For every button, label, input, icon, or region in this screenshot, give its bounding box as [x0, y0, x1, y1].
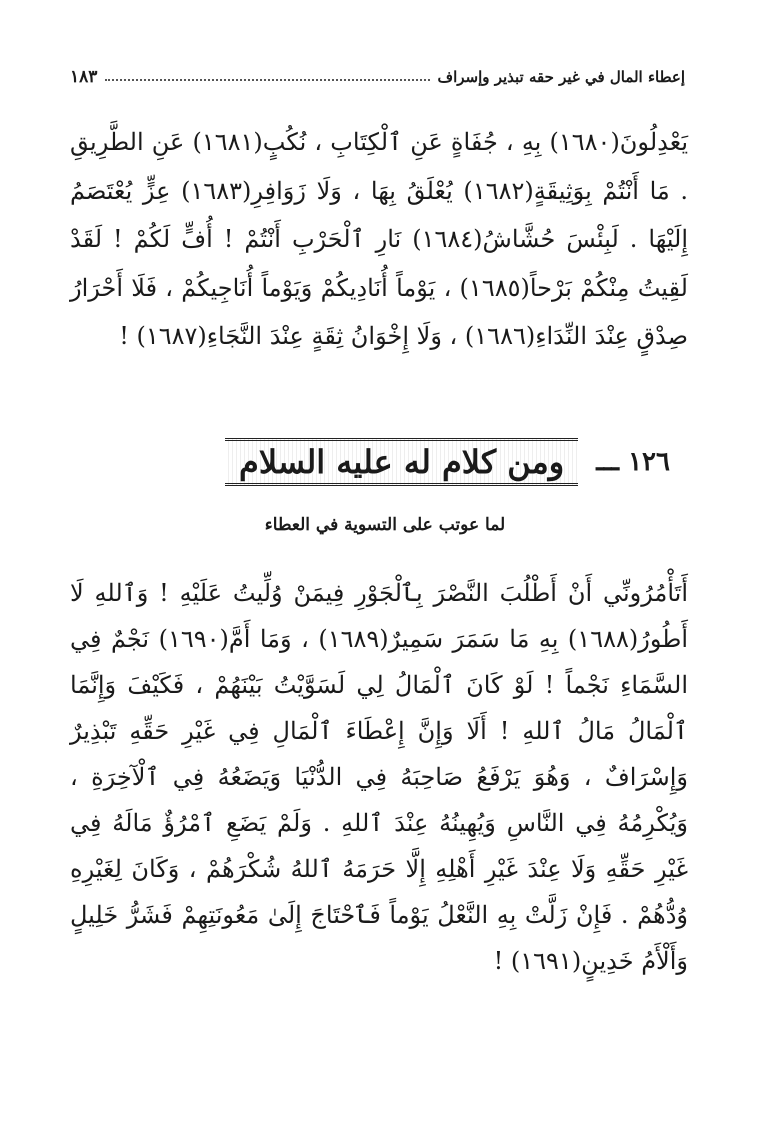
paragraph-1: يَعْدِلُونَ(١٦٨٠) بِهِ ، جُفَاةٍ عَنِ ٱلْكِتَابِ ، نُكُبٍ(١٦٨١) عَنِ الطَّرِيقِ . مَا أَنْتُمْ بِوَثِيقَةٍ(١٦٨٢) يُعْلَقُ بِهَا ، وَلَا زَوَافِرِ(١٦٨٣) عِزٍّ يُعْتَصَمُ إِلَيْهَا . لَبِئْسَ حُشَّاشُ(١٦٨٤) نَارِ ٱلْحَرْبِ أَنْتُمْ ! أُفٍّ لَكُمْ ! لَقَدْ لَقِيتُ مِنْكُمْ بَرْحاً(١٦٨٥) ، يَوْماً أُنَادِيكُمْ وَيَوْماً أُنَاجِيكُمْ ، فَلَا أَحْرَارُ صِدْقٍ عِنْدَ النِّدَاءِ(١٦٨٦) ، وَلَا إِخْوَانُ ثِقَةٍ عِنْدَ النَّجَاءِ(١٦٨٧) !: [70, 128, 689, 350]
header-dotted-rule: [105, 79, 429, 81]
running-header: [70, 62, 685, 92]
section-title: ومن كلام له عليه السلام: [225, 438, 578, 486]
paragraph-2: أَتَأْمُرُونِّي أَنْ أَطْلُبَ النَّصْرَ بِٱلْجَوْرِ فِيمَنْ وُلِّيتُ عَلَيْهِ ! وَٱللهِ لَا أَطُورُ(١٦٨٨) بِهِ مَا سَمَرَ سَمِيرٌ(١٦٨٩) ، وَمَا أَمَّ(١٦٩٠) نَجْمٌ فِي السَّمَاءِ نَجْماً ! لَوْ كَانَ ٱلْمَالُ لِي لَسَوَّيْتُ بَيْنَهُمْ ، فَكَيْفَ وَإِنَّمَا ٱلْمَالُ مَالُ ٱللهِ ! أَلَا وَإِنَّ إِعْطَاءَ ٱلْمَالِ فِي غَيْرِ حَقِّهِ تَبْذِيرٌ وَإِسْرَافٌ ، وَهُوَ يَرْفَعُ صَاحِبَهُ فِي الدُّنْيَا وَيَضَعُهُ فِي ٱلْآخِرَةِ ، وَيُكْرِمُهُ فِي النَّاسِ وَيُهِينُهُ عِنْدَ ٱللهِ . وَلَمْ يَضَعِ ٱمْرُؤٌ مَالَهُ فِي غَيْرِ حَقِّهِ وَلَا عِنْدَ غَيْرِ أَهْلِهِ إِلَّا حَرَمَهُ ٱللهُ شُكْرَهُمْ ، وَكَانَ لِغَيْرِهِ وُدُّهُمْ . فَإِنْ زَلَّتْ بِهِ النَّعْلُ يَوْماً فَٱحْتَاجَ إِلَىٰ مَعُونَتِهِمْ فَشَرُّ خَلِيلٍ وَأَلْأَمُ خَدِينٍ(١٦٩١) !: [70, 579, 688, 975]
section-subtitle: لما عوتب على التسوية في العطاء: [264, 515, 506, 535]
page-number: ١٨٣: [70, 67, 98, 87]
section-number: ١٢٦ ـــ: [596, 447, 670, 477]
section-heading: [200, 432, 670, 492]
running-title: إعطاء المال في غير حقه تبذير وإسراف: [437, 68, 685, 86]
